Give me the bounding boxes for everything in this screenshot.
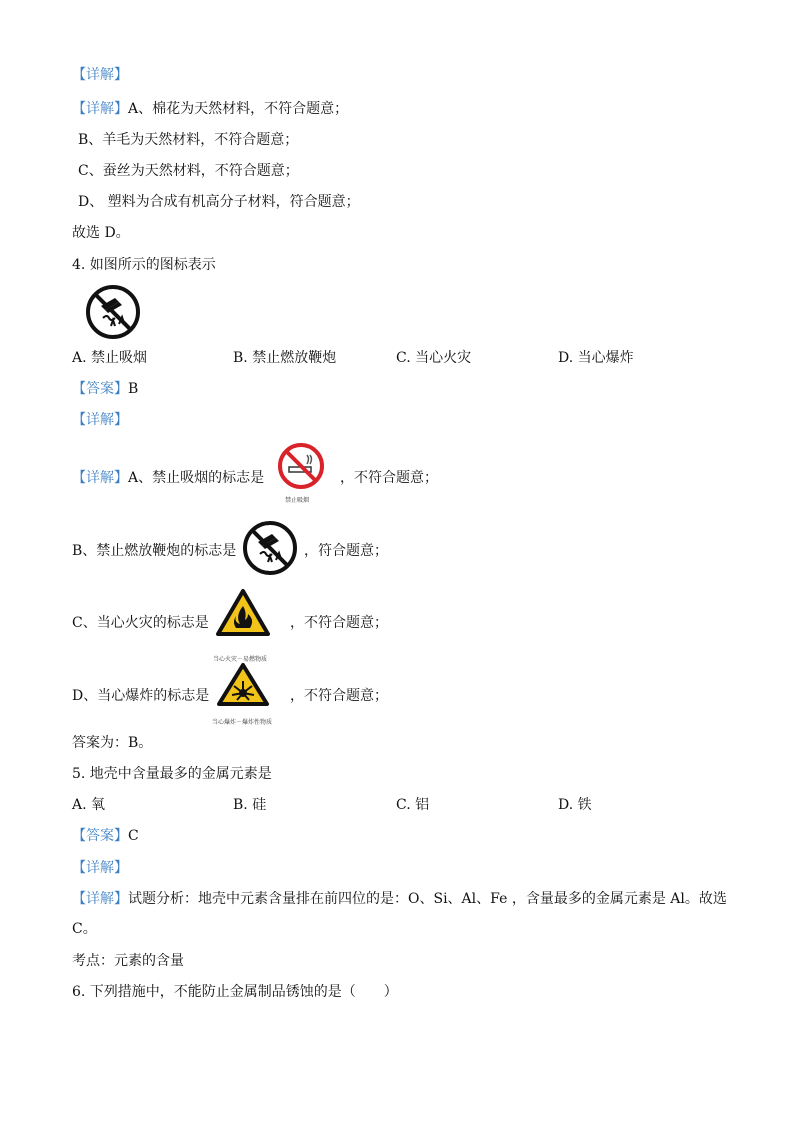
answer-tag: 【答案】 (72, 828, 128, 844)
q3-detail-line-a (72, 100, 348, 118)
q5-detail-text: 试题分析：地壳中元素含量排在前四位的是：O、Si、Al、Fe ，含量最多的金属元素是 Al。故选 (128, 891, 727, 907)
explosion-warning-icon (216, 662, 270, 708)
q4-option-b: B. 禁止燃放鞭炮 (233, 350, 337, 366)
q4-answer-value: B (128, 381, 139, 397)
q5-answer (72, 827, 139, 845)
q4-detail-d-post: ，不符合题意； (290, 688, 388, 704)
q4-question: 4. 如图所示的图标表示 (72, 257, 216, 273)
q3-detail-a-text: A、棉花为天然材料，不符合题意； (128, 101, 349, 117)
q5-detail-header: 【详解】 (72, 860, 128, 876)
detail-tag: 【详解】 (72, 101, 128, 117)
q4-detail-a-pre (72, 469, 264, 487)
q4-answer (72, 380, 138, 398)
explosion-warning-caption: 当心爆炸－爆炸性物质 (212, 719, 273, 726)
q5-option-c: C. 铝 (396, 797, 430, 813)
fire-warning-caption: 当心火灾－易燃物质 (213, 656, 268, 663)
q4-option-a: A. 禁止吸烟 (72, 350, 148, 366)
q5-option-b: B. 硅 (233, 797, 267, 813)
q3-detail-header: 【详解】 (72, 67, 128, 83)
q5-answer-value: C (128, 828, 139, 844)
q4-detail-b-pre: B、禁止燃放鞭炮的标志是 (72, 543, 237, 559)
q5-detail-cont: C。 (72, 921, 97, 937)
no-smoking-icon (277, 442, 325, 490)
q5-detail (72, 890, 727, 908)
q5-point: 考点：元素的含量 (72, 953, 184, 969)
q4-detail-header: 【详解】 (72, 412, 128, 428)
q4-detail-d-pre: D、当心爆炸的标志是 (72, 688, 210, 704)
q3-conclusion: 故选 D。 (72, 225, 130, 241)
q5-option-a: A. 氧 (72, 797, 106, 813)
q4-detail-b-post: ，符合题意； (304, 543, 388, 559)
q6-question: 6. 下列措施中，不能防止金属制品锈蚀的是（ ） (72, 984, 398, 1000)
answer-tag: 【答案】 (72, 381, 128, 397)
q4-detail-c-post: ，不符合题意； (290, 615, 388, 631)
q4-option-c: C. 当心火灾 (396, 350, 472, 366)
q3-detail-line-b: B、羊毛为天然材料，不符合题意； (78, 132, 299, 148)
q4-detail-a-text: A、禁止吸烟的标志是 (128, 470, 265, 486)
q3-detail-line-d: D、 塑料为合成有机高分子材料，符合题意； (78, 194, 360, 210)
q5-option-d: D. 铁 (558, 797, 592, 813)
detail-tag: 【详解】 (72, 470, 128, 486)
detail-tag: 【详解】 (72, 891, 128, 907)
q4-final-answer: 答案为：B。 (72, 735, 153, 751)
q5-question: 5. 地壳中含量最多的金属元素是 (72, 766, 272, 782)
q4-detail-c-pre: C、当心火灾的标志是 (72, 615, 209, 631)
q4-detail-a-post: ，不符合题意； (340, 470, 438, 486)
no-smoking-caption: 禁止吸烟 (285, 497, 310, 504)
q4-option-d: D. 当心爆炸 (558, 350, 634, 366)
no-firecrackers-icon (242, 520, 298, 576)
fire-warning-icon (215, 588, 271, 638)
q3-detail-line-c: C、蚕丝为天然材料，不符合题意； (78, 163, 299, 179)
no-firecrackers-icon (85, 284, 141, 340)
